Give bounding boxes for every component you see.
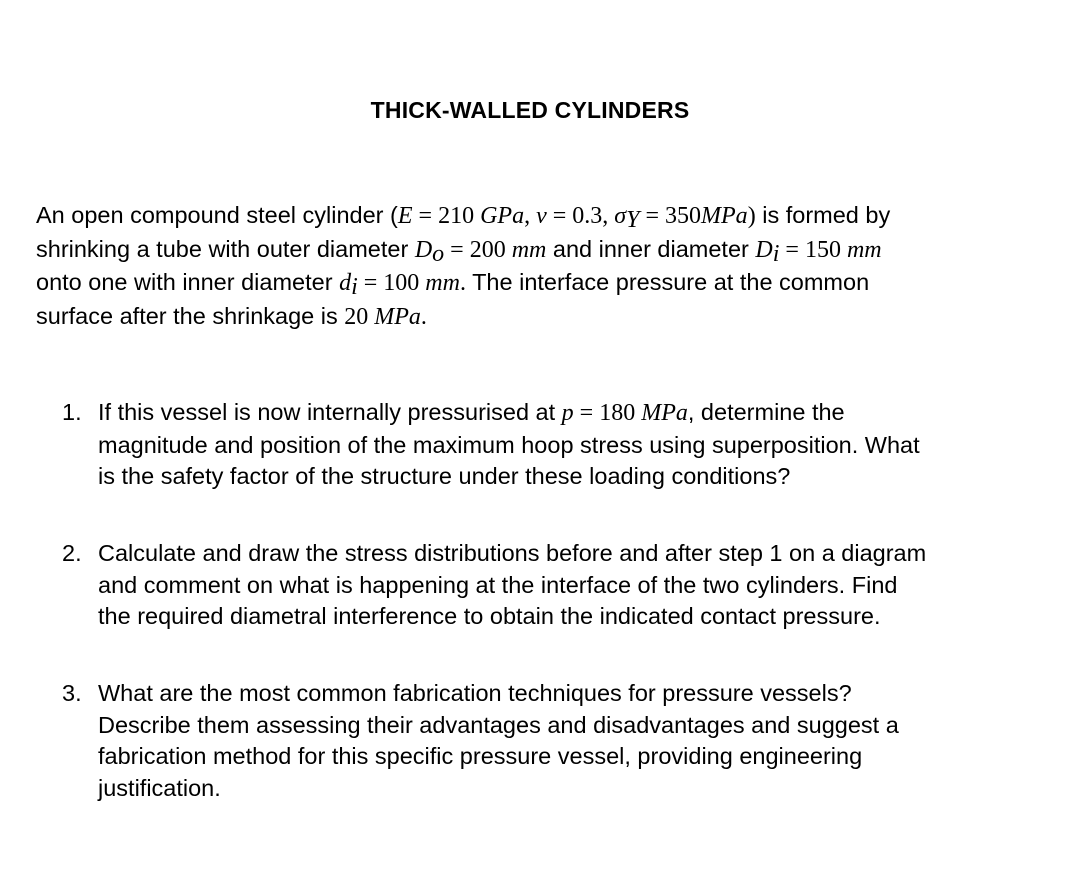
question-body bbox=[98, 678, 899, 804]
math-unit: MPa bbox=[701, 203, 748, 229]
math-var-di: D bbox=[755, 236, 773, 263]
math-value: = 200 bbox=[444, 236, 512, 263]
math-value: = 210 bbox=[412, 203, 481, 229]
question-number: 1. bbox=[62, 399, 82, 425]
question-text: , determine the bbox=[687, 399, 845, 425]
math-period: . bbox=[420, 303, 427, 330]
math-unit: MPa bbox=[641, 400, 688, 426]
question-line: Describe them assessing their advantages and disadvantages and suggest a bbox=[98, 711, 899, 738]
question-text: If this vessel is now internally pressurised at bbox=[98, 399, 562, 425]
math-period: . bbox=[459, 270, 466, 296]
math-unit: GPa bbox=[480, 203, 525, 229]
question-line: magnitude and position of the maximum hoop stress using superposition. What bbox=[98, 431, 920, 458]
math-var-nu: ν bbox=[536, 203, 547, 229]
intro-text: onto one with inner diameter bbox=[36, 269, 340, 295]
intro-paragraph bbox=[36, 199, 1046, 333]
question-line: and comment on what is happening at the interface of the two cylinders. Find bbox=[98, 571, 898, 598]
question-line: the required diametral interference to obtain the indicated contact pressure. bbox=[98, 603, 881, 629]
math-sep: , bbox=[524, 203, 537, 229]
page-title: THICK-WALLED CYLINDERS bbox=[370, 97, 690, 123]
math-var-e: E bbox=[397, 203, 413, 229]
math-unit: MPa bbox=[374, 303, 421, 330]
math-var-d-inner: d bbox=[339, 270, 352, 296]
intro-text: An open compound steel cylinder ( bbox=[36, 202, 398, 228]
question-line: What are the most common fabrication techniques for pressure vessels? bbox=[98, 680, 852, 706]
math-value: = 350 bbox=[639, 203, 702, 229]
math-paren: ) bbox=[747, 203, 756, 229]
question-body bbox=[98, 397, 920, 493]
intro-line-3 bbox=[36, 266, 1046, 300]
math-unit: mm bbox=[511, 236, 547, 263]
math-subscript: i bbox=[351, 274, 358, 300]
math-value: = 180 bbox=[573, 400, 642, 426]
question-line: Calculate and draw the stress distributions before and after step 1 on a diagram bbox=[98, 540, 927, 566]
math-subscript: o bbox=[432, 240, 445, 267]
question-line bbox=[98, 397, 920, 430]
intro-line-4 bbox=[36, 300, 1046, 334]
math-unit: mm bbox=[425, 270, 460, 296]
question-number: 2. bbox=[62, 540, 82, 566]
math-var-do: D bbox=[414, 236, 433, 263]
math-value: = 0.3, bbox=[546, 203, 615, 229]
intro-text: surface after the shrinkage is bbox=[36, 302, 345, 329]
question-line: justification. bbox=[98, 774, 221, 801]
intro-line-2 bbox=[36, 233, 1046, 267]
question-line: fabrication method for this specific pressure vessel, providing engineering bbox=[98, 743, 863, 769]
math-unit: mm bbox=[846, 236, 882, 263]
question-line: is the safety factor of the structure under these loading conditions? bbox=[98, 463, 791, 489]
math-value: = 150 bbox=[779, 236, 847, 263]
intro-text: shrinking a tube with outer diameter bbox=[36, 235, 415, 262]
math-value: 20 bbox=[344, 303, 375, 330]
question-number: 3. bbox=[62, 680, 82, 706]
intro-text: is formed by bbox=[755, 202, 891, 228]
math-value: = 100 bbox=[357, 270, 426, 296]
math-var-sigma: σ bbox=[614, 203, 627, 229]
intro-text: and inner diameter bbox=[546, 235, 756, 262]
math-subscript: i bbox=[772, 240, 780, 267]
question-body bbox=[98, 538, 926, 633]
math-var-p: p bbox=[561, 400, 574, 426]
math-subscript: Y bbox=[626, 207, 640, 233]
intro-text: The interface pressure at the common bbox=[465, 269, 870, 295]
intro-line-1 bbox=[36, 199, 1046, 233]
